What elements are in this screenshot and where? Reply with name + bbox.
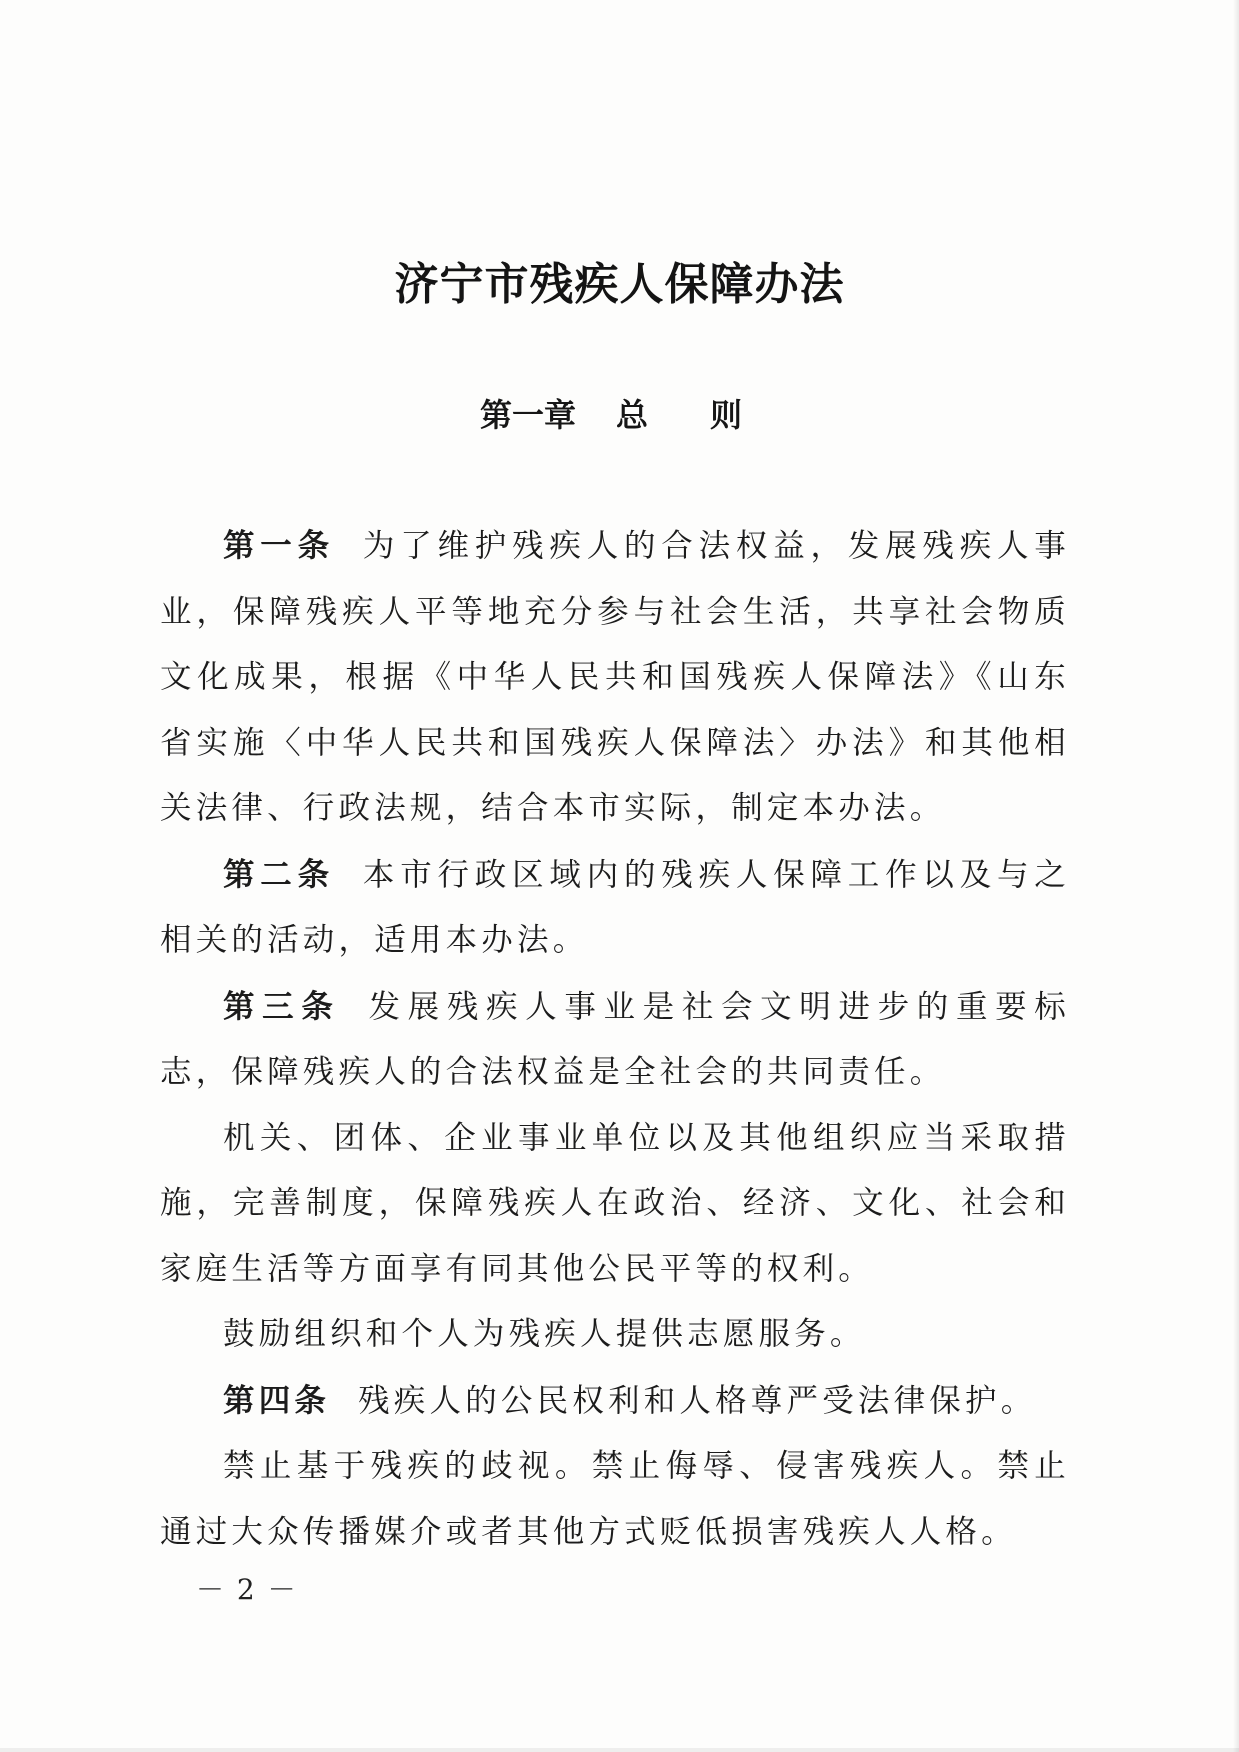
- document-title: 济宁市残疾人保障办法: [394, 259, 845, 310]
- paragraph-text: 禁止基于残疾的歧视。禁止侮辱、侵害残疾人。禁止通过大众传播媒介或者其他方式贬低损害残疾人人格。: [160, 1448, 1070, 1550]
- chapter-heading: [480, 390, 742, 436]
- body-paragraph: [160, 1302, 1070, 1368]
- chapter-name-part1: 总: [616, 396, 649, 434]
- article-paragraph: [160, 513, 1070, 842]
- article-paragraph: [160, 1368, 1070, 1435]
- article-paragraph: [160, 974, 1070, 1106]
- paragraph-text: 机关、团体、企业事业单位以及其他组织应当采取措施，完善制度，保障残疾人在政治、经济、文化、社会和家庭生活等方面享有同其他公民平等的权利。: [160, 1119, 1070, 1287]
- article-label: 第四条: [223, 1381, 331, 1419]
- document-body: [160, 513, 1070, 1565]
- body-paragraph: [160, 1106, 1070, 1303]
- chapter-name-part2: 则: [710, 396, 743, 434]
- page-number: － 2 －: [196, 1573, 298, 1606]
- article-text: 发展残疾人事业是社会文明进步的重要标志，保障残疾人的合法权益是全社会的共同责任。: [160, 988, 1070, 1090]
- article-label: 第三条: [223, 987, 341, 1025]
- article-label: 第二条: [223, 855, 335, 893]
- article-text: 本市行政区域内的残疾人保障工作以及与之相关的活动，适用本办法。: [160, 856, 1070, 958]
- paragraph-text: 鼓励组织和个人为残疾人提供志愿服务。: [223, 1316, 866, 1352]
- body-paragraph: [160, 1434, 1070, 1565]
- scan-edge-bottom: [0, 1748, 1239, 1752]
- article-text: 残疾人的公民权利和人格尊严受法律保护。: [358, 1382, 1037, 1419]
- article-text: 为了维护残疾人的合法权益，发展残疾人事业，保障残疾人平等地充分参与社会生活，共享社会物质文化成果，根据《中华人民共和国残疾人保障法》《山东省实施〈中华人民共和国残疾人保障法〉办法》和其他相关法律、行政法规，结合本市实际，制定本办法。: [160, 528, 1070, 826]
- article-paragraph: [160, 842, 1070, 974]
- chapter-number: 第一章: [480, 396, 577, 434]
- article-label: 第一条: [223, 527, 335, 564]
